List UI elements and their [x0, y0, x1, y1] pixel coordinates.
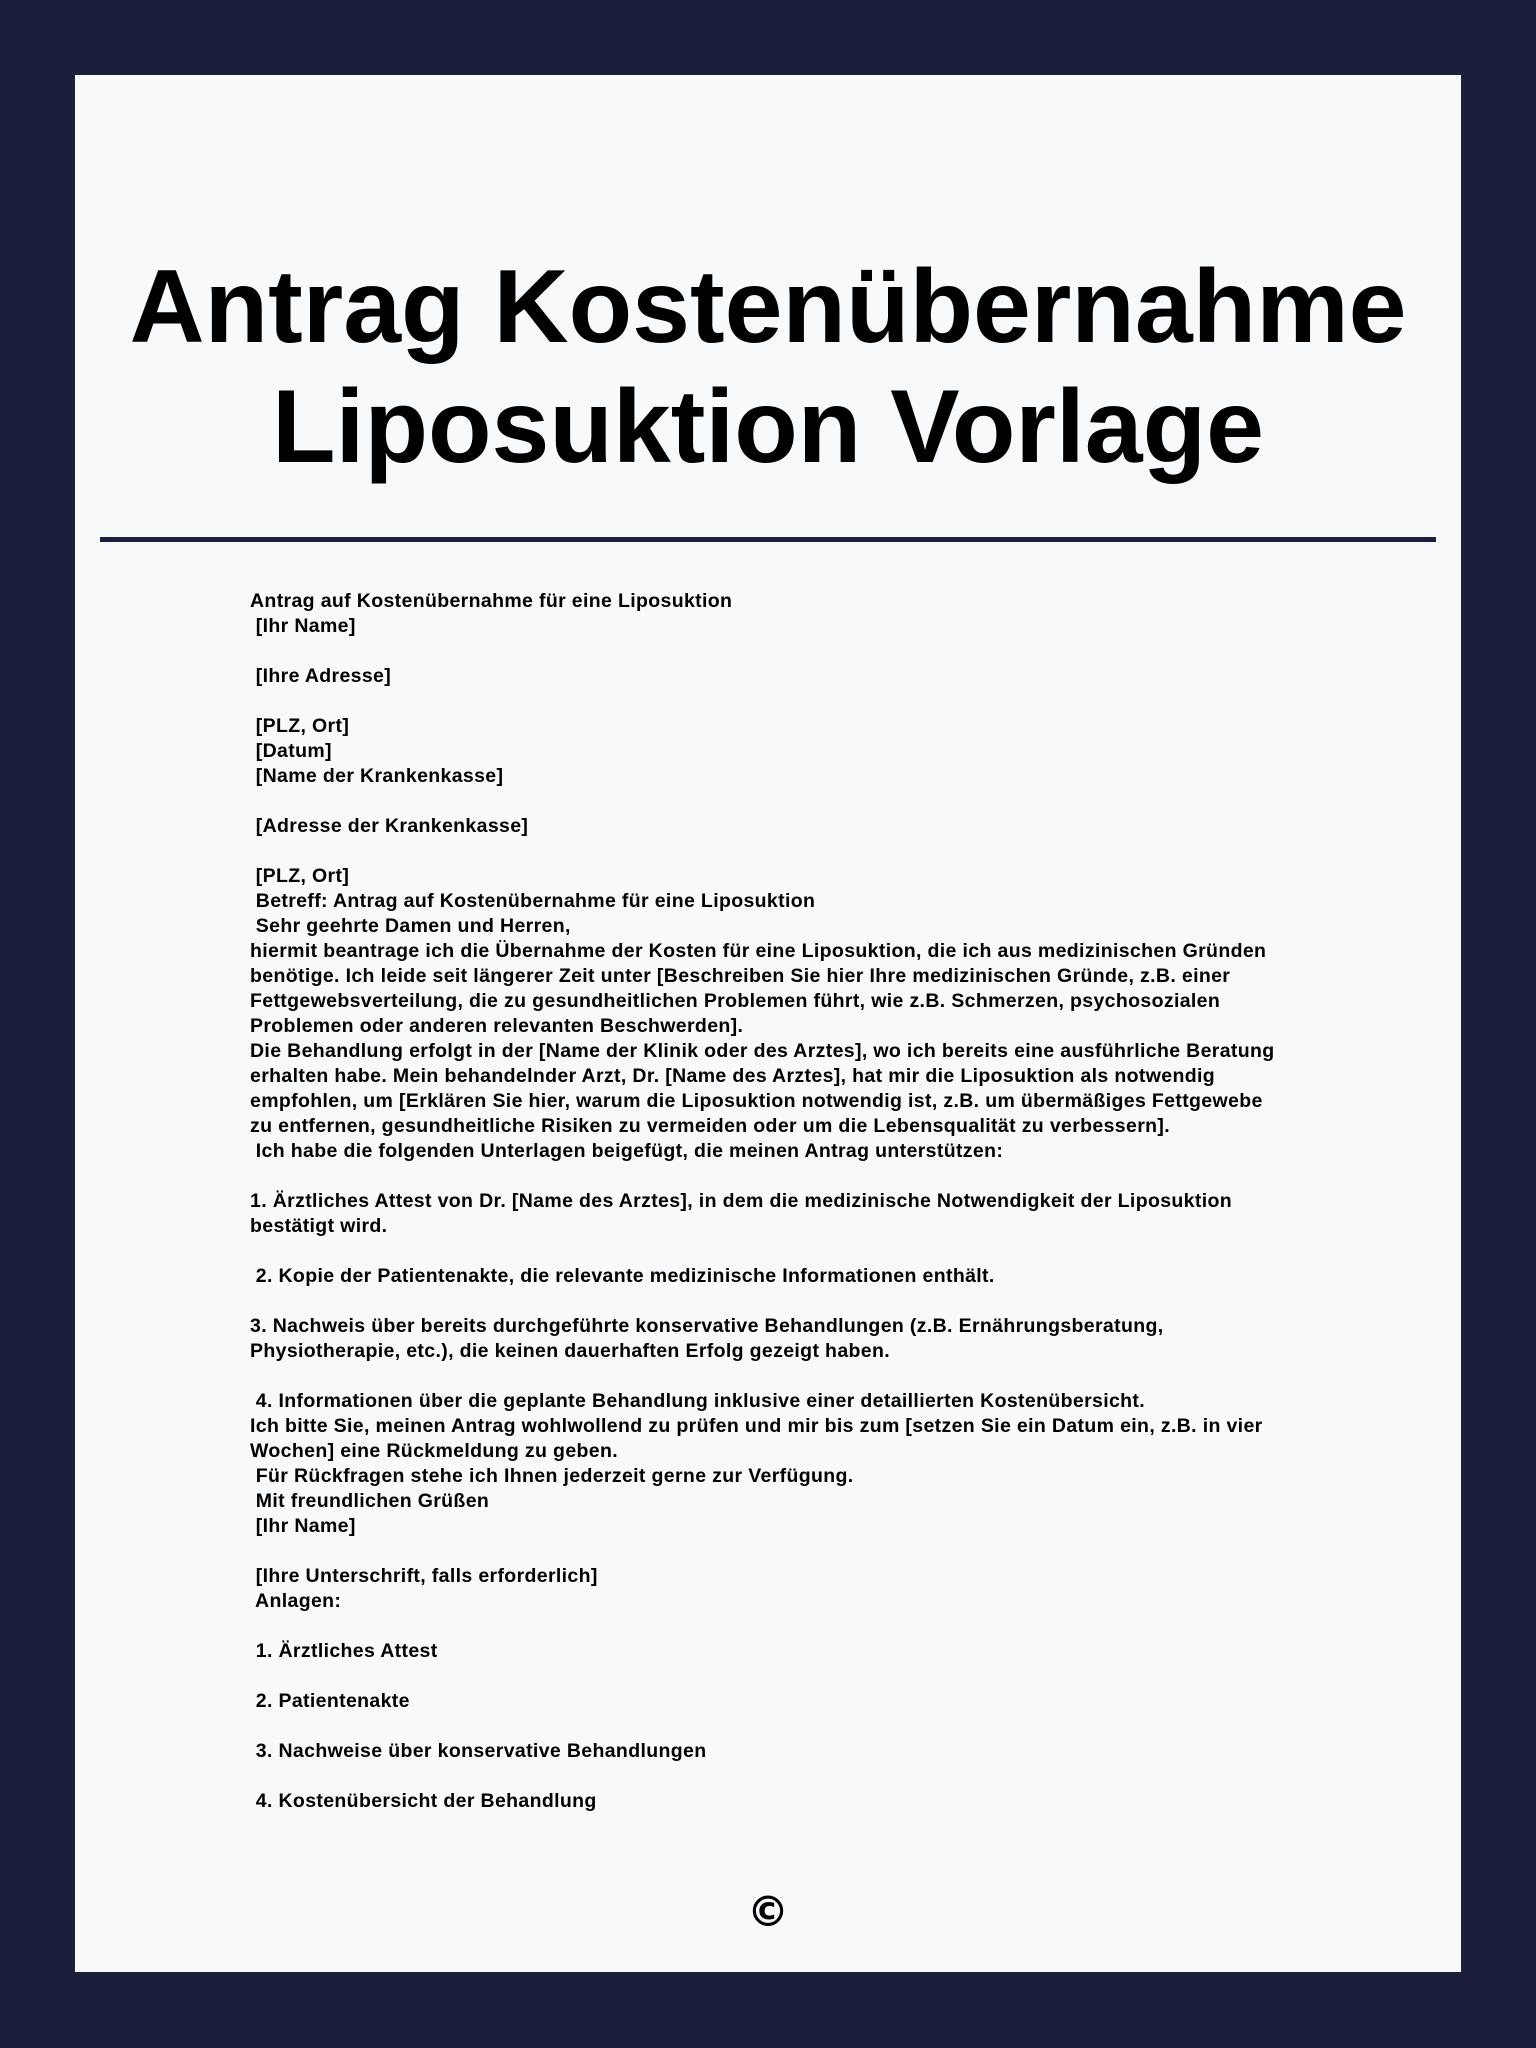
title-line-2: Liposuktion Vorlage — [272, 369, 1264, 485]
title-line-1: Antrag Kostenübernahme — [129, 249, 1407, 365]
copyright-icon: © — [747, 1887, 789, 1936]
closing-remark: Für Rückfragen stehe ich Ihnen jederzeit gerne zur Verfügung. — [250, 1465, 854, 1487]
sender-address: [Ihre Adresse] — [250, 665, 392, 687]
blank-line — [250, 839, 1330, 864]
blank-line — [250, 1239, 1330, 1264]
blank-line — [250, 1614, 1330, 1639]
attachment-item: 3. Nachweise über konservative Behandlungen — [250, 1740, 707, 1762]
document-title — [75, 247, 1461, 487]
list-item: 2. Kopie der Patientenakte, die relevante medizinische Informationen enthält. — [250, 1265, 995, 1287]
list-item-continuation: bestätigt wird. — [250, 1215, 388, 1237]
paragraph-line: Fettgewebsverteilung, die zu gesundheitlichen Problemen führt, wie z.B. Schmerzen, psychosozialen — [250, 990, 1221, 1012]
salutation: Sehr geehrte Damen und Herren, — [250, 915, 571, 937]
attachment-item: 1. Ärztliches Attest — [250, 1640, 438, 1662]
title-divider — [100, 537, 1436, 542]
letter-body — [250, 589, 1330, 1814]
blank-line — [250, 789, 1330, 814]
list-item: 1. Ärztliches Attest von Dr. [Name des Arztes], in dem die medizinische Notwendigkeit der Liposuktion — [250, 1190, 1233, 1212]
attachments-intro: Ich habe die folgenden Unterlagen beigefügt, die meinen Antrag unterstützen: — [250, 1140, 1004, 1162]
attachments-heading: Anlagen: — [250, 1590, 342, 1612]
document-page — [75, 75, 1461, 1972]
blank-line — [250, 689, 1330, 714]
sender-name: [Ihr Name] — [250, 615, 356, 637]
recipient-postal-city: [PLZ, Ort] — [250, 865, 350, 887]
blank-line — [250, 1714, 1330, 1739]
blank-line — [250, 1164, 1330, 1189]
signature-placeholder: [Ihre Unterschrift, falls erforderlich] — [250, 1565, 598, 1587]
paragraph-line: zu entfernen, gesundheitliche Risiken zu vermeiden oder um die Lebensqualität zu verbessern]. — [250, 1115, 1171, 1137]
paragraph-line: empfohlen, um [Erklären Sie hier, warum die Liposuktion notwendig ist, z.B. um übermäßiges Fettgewebe — [250, 1090, 1263, 1112]
paragraph-line: Ich bitte Sie, meinen Antrag wohlwollend zu prüfen und mir bis zum [setzen Sie ein Datum ein, z.B. in vier — [250, 1415, 1263, 1437]
blank-line — [250, 1764, 1330, 1789]
paragraph-line: hiermit beantrage ich die Übernahme der Kosten für eine Liposuktion, die ich aus medizinischen Gründen — [250, 940, 1267, 962]
list-item: 3. Nachweis über bereits durchgeführte konservative Behandlungen (z.B. Ernährungsberatung, — [250, 1315, 1164, 1337]
attachment-item: 2. Patientenakte — [250, 1690, 410, 1712]
blank-line — [250, 1364, 1330, 1389]
recipient-name: [Name der Krankenkasse] — [250, 765, 504, 787]
signature-name: [Ihr Name] — [250, 1515, 356, 1537]
list-item: 4. Informationen über die geplante Behandlung inklusive einer detaillierten Kostenübersicht. — [250, 1390, 1146, 1412]
paragraph-line: Wochen] eine Rückmeldung zu geben. — [250, 1440, 618, 1462]
paragraph-line: Problemen oder anderen relevanten Beschwerden]. — [250, 1015, 744, 1037]
sender-postal-city: [PLZ, Ort] — [250, 715, 350, 737]
paragraph-line: erhalten habe. Mein behandelnder Arzt, Dr. [Name des Arztes], hat mir die Liposuktion als notwendig — [250, 1065, 1216, 1087]
blank-line — [250, 639, 1330, 664]
letter-date: [Datum] — [250, 740, 332, 762]
blank-line — [250, 1539, 1330, 1564]
paragraph-line: benötige. Ich leide seit längerer Zeit unter [Beschreiben Sie hier Ihre medizinischen Gründe, z.B. einer — [250, 965, 1231, 987]
subject-line: Betreff: Antrag auf Kostenübernahme für eine Liposuktion — [250, 890, 816, 912]
list-item-continuation: Physiotherapie, etc.), die keinen dauerhaften Erfolg gezeigt haben. — [250, 1340, 890, 1362]
blank-line — [250, 1664, 1330, 1689]
paragraph-line: Die Behandlung erfolgt in der [Name der Klinik oder des Arztes], wo ich bereits eine ausführliche Beratung — [250, 1040, 1275, 1062]
recipient-address: [Adresse der Krankenkasse] — [250, 815, 529, 837]
attachment-item: 4. Kostenübersicht der Behandlung — [250, 1790, 597, 1812]
letter-heading: Antrag auf Kostenübernahme für eine Liposuktion — [250, 590, 733, 612]
blank-line — [250, 1289, 1330, 1314]
closing-greeting: Mit freundlichen Grüßen — [250, 1490, 490, 1512]
